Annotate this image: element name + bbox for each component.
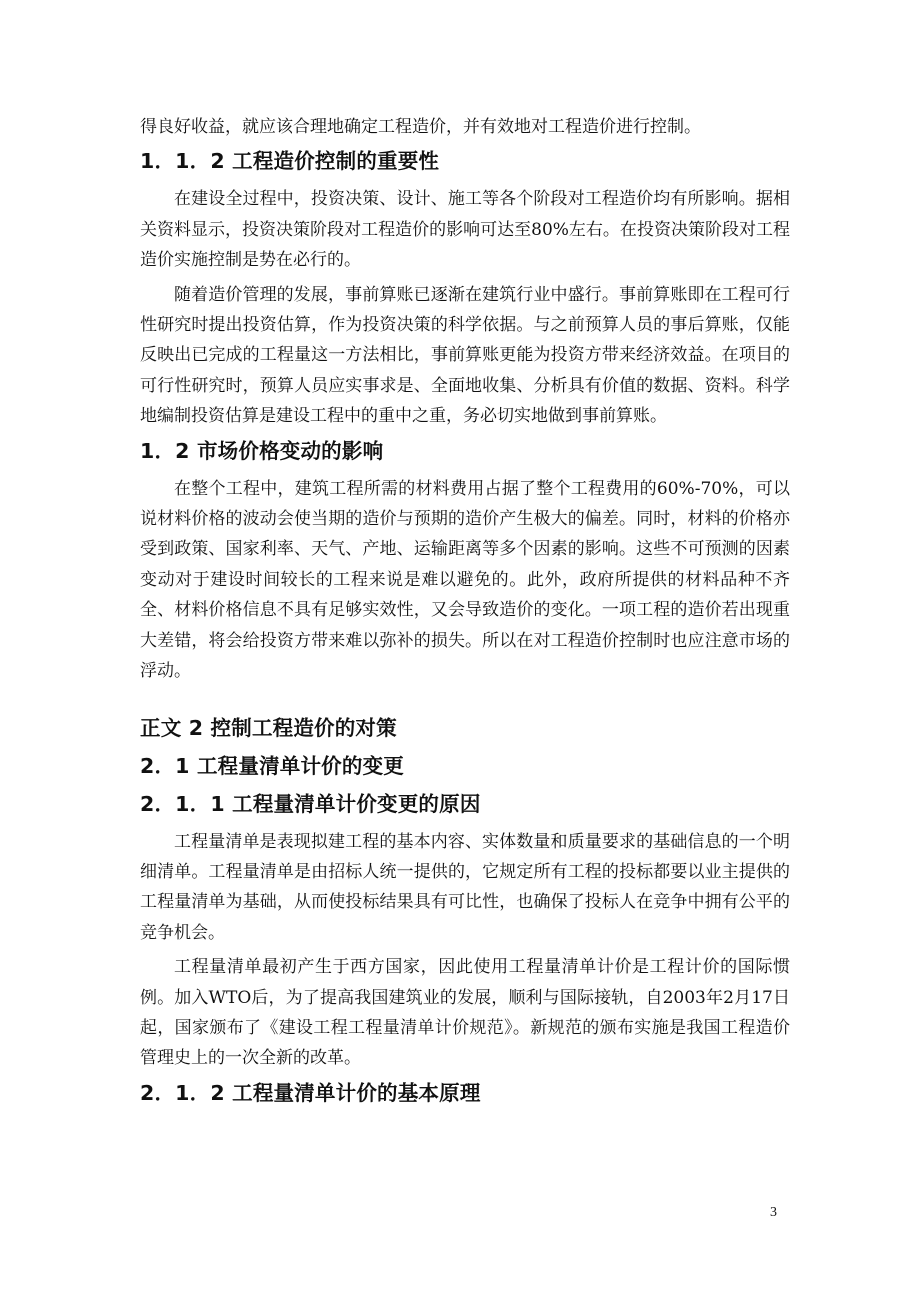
section-heading-2-1: 2．1 工程量清单计价的变更 bbox=[140, 753, 404, 778]
paragraph: 随着造价管理的发展，事前算账已逐渐在建筑行业中盛行。事前算账即在工程可行性研究时提出投资估算，作为投资决策的科学依据。与之前预算人员的事后算账，仅能反映出已完成的工程量这一方法相比，事前算账更能为投资方带来经济效益。在项目的可行性研究时，预算人员应实事求是、全面地收集、分析具有价值的数据、资料。科学地编制投资估算是建设工程中的重中之重，务必切实地做到事前算账。 bbox=[140, 284, 790, 427]
section-heading-1-1-2: 1．1．2 工程造价控制的重要性 bbox=[140, 149, 440, 174]
section-heading-2-1-2: 2．1．2 工程量清单计价的基本原理 bbox=[140, 1080, 481, 1105]
paragraph-continuation: 得良好收益，就应该合理地确定工程造价，并有效地对工程造价进行控制。 bbox=[140, 117, 701, 137]
section-heading-1-2: 1．2 市场价格变动的影响 bbox=[140, 438, 384, 463]
chapter-heading-2: 正文 2 控制工程造价的对策 bbox=[140, 715, 397, 740]
paragraph: 在建设全过程中，投资决策、设计、施工等各个阶段对工程造价均有所影响。据相关资料显示，投资决策阶段对工程造价的影响可达至80%左右。在投资决策阶段对工程造价实施控制是势在必行的。 bbox=[140, 189, 790, 271]
paragraph: 工程量清单最初产生于西方国家，因此使用工程量清单计价是工程计价的国际惯例。加入WTO后，为了提高我国建筑业的发展，顺利与国际接轨，自2003年2月17日起，国家颁布了《建设工程工程量清单计价规范》。新规范的颁布实施是我国工程造价管理史上的一次全新的改革。 bbox=[140, 957, 790, 1069]
section-heading-2-1-1: 2．1．1 工程量清单计价变更的原因 bbox=[140, 791, 481, 816]
document-body bbox=[140, 112, 790, 1116]
paragraph: 在整个工程中，建筑工程所需的材料费用占据了整个工程费用的60%-70%，可以说材料价格的波动会使当期的造价与预期的造价产生极大的偏差。同时，材料的价格亦受到政策、国家利率、天气、产地、运输距离等多个因素的影响。这些不可预测的因素变动对于建设时间较长的工程来说是难以避免的。此外，政府所提供的材料品种不齐全、材料价格信息不具有足够实效性，又会导致造价的变化。一项工程的造价若出现重大差错，将会给投资方带来难以弥补的损失。所以在对工程造价控制时也应注意市场的浮动。 bbox=[140, 478, 790, 682]
page-number: 3 bbox=[770, 1205, 777, 1220]
paragraph: 工程量清单是表现拟建工程的基本内容、实体数量和质量要求的基础信息的一个明细清单。工程量清单是由招标人统一提供的，它规定所有工程的投标都要以业主提供的工程量清单为基础，从而使投标结果具有可比性，也确保了投标人在竞争中拥有公平的竞争机会。 bbox=[140, 831, 790, 943]
